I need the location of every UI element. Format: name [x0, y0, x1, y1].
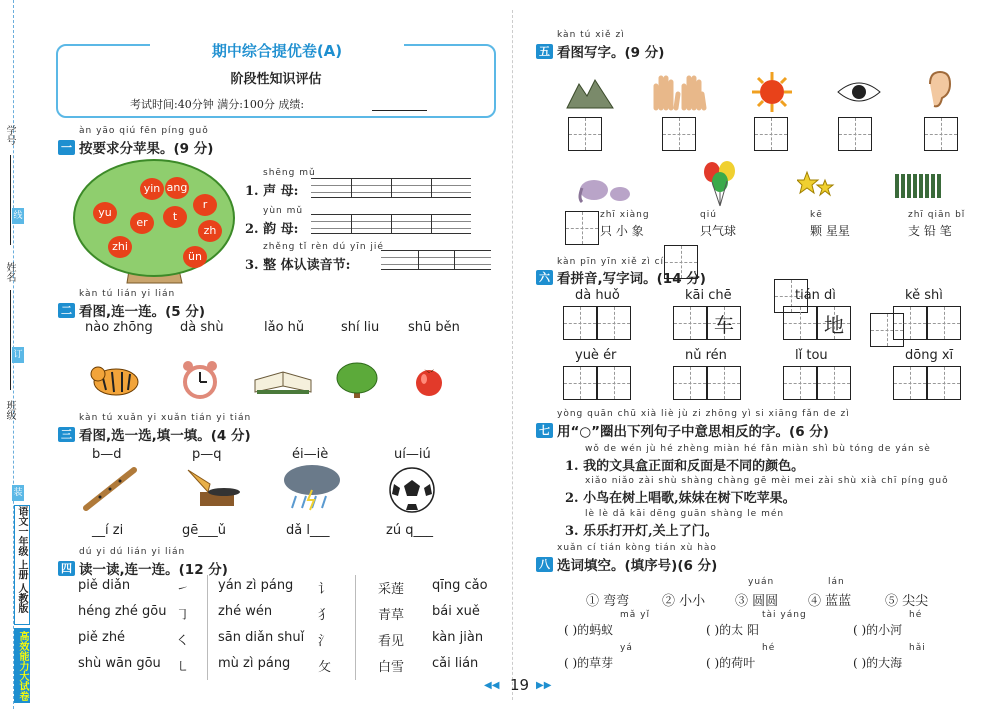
- sidebar-ding: 订: [12, 347, 24, 363]
- sidebar-banji: 班级: [4, 400, 15, 420]
- q6-word-cells[interactable]: [563, 366, 631, 400]
- q5-heading: [536, 41, 664, 61]
- q2-num: 二: [58, 303, 75, 318]
- q4-c3-item[interactable]: mù zì páng: [218, 656, 291, 671]
- q6-heading: [536, 267, 706, 287]
- q6-word-pinyin: lǐ tou: [795, 348, 828, 363]
- q6-word-pinyin: dà huǒ: [575, 288, 620, 303]
- q2-word-2[interactable]: dà shù: [180, 320, 224, 335]
- exam-info: 考试时间:40分钟 满分:100分 成绩:: [130, 98, 305, 111]
- q6-cell[interactable]: [783, 366, 817, 400]
- q6-word-cells[interactable]: [783, 366, 851, 400]
- q6-word-cells[interactable]: [673, 366, 741, 400]
- q6-word-cells[interactable]: [893, 366, 961, 400]
- q6-char: 车: [714, 312, 734, 337]
- q6-word-pinyin: yuè ér: [575, 348, 617, 363]
- page-title: 期中综合提优卷(A): [150, 40, 404, 61]
- q8-opt-py-2: lán: [828, 577, 845, 587]
- apple-label: yin: [143, 182, 161, 195]
- sidebar-zhuang: 装: [12, 485, 24, 501]
- sidebar-xingming: 姓名: [4, 262, 15, 282]
- q6-cell[interactable]: [893, 366, 927, 400]
- q4-num: 四: [58, 561, 75, 576]
- q6-char: [894, 307, 926, 339]
- q5-phrase: 支 铅 笔: [908, 224, 952, 238]
- q5-phrase-cell[interactable]: [565, 211, 599, 245]
- q6-cell[interactable]: [673, 306, 707, 340]
- flute-icon: [80, 466, 140, 512]
- q4-c4-item[interactable]: ⺡: [318, 634, 332, 649]
- sidebar-book: 语文一年级 上册 人教版: [14, 505, 30, 625]
- q4-title: 读一读,连一连。(12 分): [79, 562, 228, 578]
- q6-char: [818, 367, 850, 399]
- pomegranate-icon[interactable]: [412, 364, 446, 398]
- q8-blank-pinyin: yá: [620, 643, 633, 653]
- apple-label: t: [172, 210, 178, 223]
- q6-word-pinyin: kě shì: [905, 288, 943, 303]
- q3-fill-2[interactable]: gē___ǔ: [182, 523, 226, 538]
- book-icon[interactable]: [253, 364, 313, 396]
- q8-heading: [536, 554, 717, 574]
- q6-cell[interactable]: [783, 306, 817, 340]
- q2-heading: [58, 300, 205, 320]
- q5-phrase-pinyin: zhī qiān bǐ: [908, 210, 966, 220]
- q4-c2-item[interactable]: ㇆: [176, 608, 190, 623]
- apple[interactable]: [163, 206, 187, 228]
- q4-c6-item[interactable]: kàn jiàn: [432, 630, 484, 645]
- q8-blank[interactable]: ( )的荷叶: [706, 656, 756, 670]
- q8-option-3: ③ 圆圆: [735, 594, 779, 609]
- q6-word-cells[interactable]: [893, 306, 961, 340]
- q4-c2-item[interactable]: ㇀: [176, 582, 190, 597]
- q6-char: [598, 307, 630, 339]
- q4-c4-item[interactable]: 讠: [318, 582, 332, 597]
- q7-s2-pinyin: xiǎo niǎo zài shù shàng chàng gē mèi mei zài shù xià chī píng guǒ: [585, 476, 949, 486]
- apple[interactable]: [165, 177, 189, 199]
- q5-num: 五: [536, 44, 553, 59]
- q8-blank[interactable]: ( )的太 阳: [706, 623, 759, 637]
- q8-pinyin: xuǎn cí tián kòng tián xù hào: [557, 543, 717, 553]
- q7-s3-pinyin: lè lè dǎ kāi dēng guān shàng le mén: [585, 509, 785, 519]
- q7-sentence-3[interactable]: 3. 乐乐打开灯,关上了门。: [565, 524, 718, 539]
- q4-c1-item[interactable]: piě diǎn: [78, 578, 131, 593]
- apple-label: ang: [166, 181, 188, 194]
- storm-icon: [282, 462, 342, 512]
- mountain-icon: [565, 76, 615, 110]
- q6-cell[interactable]: [817, 366, 851, 400]
- q3-fill-4[interactable]: zú q___: [386, 523, 433, 538]
- ear-icon: [926, 70, 952, 110]
- q2-word-5[interactable]: shū běn: [408, 320, 460, 335]
- q6-cell[interactable]: [563, 306, 597, 340]
- q8-num: 八: [536, 557, 553, 572]
- q3-pair-3: éi—iè: [292, 447, 329, 462]
- q5-phrase: 只 小 象: [600, 224, 644, 238]
- apple-label: ün: [188, 250, 202, 263]
- q1-row3-label: 3. 整 体认读音节:: [245, 258, 351, 273]
- apple[interactable]: [140, 178, 164, 200]
- q5-write-cell[interactable]: [754, 117, 788, 151]
- next-page-icon[interactable]: ▶▶: [536, 680, 552, 691]
- q3-title: 看图,选一选,填一填。(4 分): [79, 428, 251, 444]
- eye-icon: [836, 78, 882, 106]
- q8-blank-pinyin: hé: [909, 610, 923, 620]
- q1-row1-pinyin: shēng mǔ: [263, 168, 316, 178]
- q6-char: [674, 307, 706, 339]
- q6-cell[interactable]: [707, 366, 741, 400]
- apple[interactable]: [108, 236, 132, 258]
- q1-pinyin: àn yāo qiú fēn píng guǒ: [79, 126, 209, 136]
- q1-row1-label: 1. 声 母:: [245, 184, 299, 199]
- q3-fill-1[interactable]: __í zi: [92, 523, 124, 538]
- q4-c6-item[interactable]: qīng cǎo: [432, 578, 488, 593]
- q1-num: 一: [58, 140, 75, 155]
- q4-c5-item[interactable]: 采莲: [378, 582, 405, 597]
- q6-cell[interactable]: [707, 306, 741, 340]
- q4-c1-item[interactable]: piě zhé: [78, 630, 126, 645]
- q2-word-1[interactable]: nào zhōng: [85, 320, 153, 335]
- q8-blank[interactable]: ( )的草芽: [564, 656, 614, 670]
- q4-heading: [58, 558, 228, 578]
- q5-write-cell[interactable]: [662, 117, 696, 151]
- apple[interactable]: [198, 220, 222, 242]
- q5-pinyin: kàn tú xiě zì: [557, 30, 625, 40]
- q8-blank-pinyin: hé: [762, 643, 776, 653]
- soccer-ball-icon: [388, 466, 436, 514]
- q4-c1-item[interactable]: shù wān gōu: [78, 656, 161, 671]
- q4-c4-item[interactable]: ⺙: [318, 660, 332, 675]
- q6-char: [598, 367, 630, 399]
- q6-title: 看拼音,写字词。(14 分): [557, 271, 706, 287]
- gramophone-icon: [180, 462, 246, 512]
- q6-pinyin: kàn pīn yīn xiě zì cí: [557, 257, 665, 267]
- stars-icon: [797, 170, 837, 200]
- q2-word-3[interactable]: lǎo hǔ: [264, 320, 305, 335]
- hands-icon: [652, 72, 708, 112]
- q7-s1-pinyin: wǒ de wén jù hé zhèng miàn hé fǎn miàn shì bù tóng de yán sè: [585, 444, 931, 454]
- sidebar-xuehao: 学号: [4, 125, 15, 145]
- tiger-icon[interactable]: [90, 360, 140, 400]
- q1-row3-pinyin: zhěng tǐ rèn dú yīn jié: [263, 242, 384, 252]
- q3-fill-3[interactable]: dǎ l___: [286, 523, 330, 538]
- q8-option-2: ② 小小: [662, 594, 706, 609]
- q6-char: [784, 307, 816, 339]
- score-blank[interactable]: [372, 110, 427, 111]
- pencils-icon: [893, 172, 943, 200]
- q8-opt-py-1: yuán: [748, 577, 775, 587]
- q6-word-pinyin: dōng xī: [905, 348, 954, 363]
- q5-phrase: 颗 星星: [810, 224, 850, 238]
- q6-cell[interactable]: [597, 306, 631, 340]
- q8-blank[interactable]: ( )的大海: [853, 656, 903, 670]
- q4-c6-item[interactable]: bái xuě: [432, 604, 480, 619]
- sun-icon: [752, 72, 792, 112]
- q5-phrase-pinyin: qiú: [700, 210, 717, 220]
- q3-pinyin: kàn tú xuǎn yi xuǎn tián yi tián: [79, 413, 252, 423]
- q8-blank[interactable]: ( )的小河: [853, 623, 903, 637]
- apple[interactable]: [130, 212, 154, 234]
- q6-cell[interactable]: [563, 366, 597, 400]
- q6-cell[interactable]: [927, 366, 961, 400]
- q6-char: 地: [824, 312, 844, 337]
- q1-row3-lines[interactable]: [381, 250, 491, 270]
- q2-pinyin: kàn tú lián yi lián: [79, 289, 176, 299]
- q1-title: 按要求分苹果。(9 分): [79, 141, 214, 157]
- q3-pair-1: b—d: [92, 447, 122, 462]
- q7-title: 用“○”圈出下列句子中意思相反的字。(6 分): [557, 424, 829, 440]
- apple-label: er: [136, 216, 148, 229]
- q4-c4-item[interactable]: ⺨: [318, 608, 332, 623]
- prev-page-icon[interactable]: ◀◀: [484, 680, 500, 691]
- q4-c1-item[interactable]: héng zhé gōu: [78, 604, 167, 619]
- sidebar-xian: 线: [12, 208, 24, 224]
- q8-option-4: ④ 蓝蓝: [808, 594, 852, 609]
- q6-word-pinyin: kāi chē: [685, 288, 732, 303]
- q5-write-cell[interactable]: [924, 117, 958, 151]
- q2-word-4[interactable]: shí liu: [341, 320, 380, 335]
- apple[interactable]: [183, 246, 207, 268]
- q4-c2-item[interactable]: ㇄: [176, 660, 190, 675]
- q3-pair-4: uí—iú: [394, 447, 431, 462]
- q8-blank-pinyin: tài yáng: [762, 610, 807, 620]
- q6-char: [928, 307, 960, 339]
- q6-word-cells[interactable]: [783, 306, 851, 340]
- apple-label: r: [202, 198, 208, 211]
- q7-sentence-1[interactable]: 1. 我的文具盒正面和反面是不同的颜色。: [565, 459, 805, 474]
- q1-heading: [58, 137, 213, 157]
- q6-cell[interactable]: [673, 366, 707, 400]
- q1-row2-pinyin: yùn mǔ: [263, 206, 304, 216]
- q8-blank-pinyin: mǎ yǐ: [620, 610, 650, 620]
- q6-cell[interactable]: [893, 306, 927, 340]
- q1-row2-label: 2. 韵 母:: [245, 222, 299, 237]
- q3-pair-2: p—q: [192, 447, 222, 462]
- page-subtitle: 阶段性知识评估: [230, 72, 322, 87]
- q8-option-1: ① 弯弯: [586, 594, 630, 609]
- q1-row2-lines[interactable]: [311, 214, 471, 234]
- q4-c3-item[interactable]: sān diǎn shuǐ: [218, 630, 305, 645]
- q3-num: 三: [58, 427, 75, 442]
- q6-word-cells[interactable]: [673, 306, 741, 340]
- q4-c3-item[interactable]: yán zì páng: [218, 578, 294, 593]
- q6-word-pinyin: nǔ rén: [685, 348, 727, 363]
- alarm-clock-icon[interactable]: [180, 358, 220, 400]
- q5-phrase-pinyin: kē: [810, 210, 823, 220]
- sidebar-brand: 高效能力大试卷: [14, 628, 30, 703]
- q4-c3-item[interactable]: zhé wén: [218, 604, 273, 619]
- q7-sentence-2[interactable]: 2. 小鸟在树上唱歌,妹妹在树下吃苹果。: [565, 491, 796, 506]
- q6-word-cells[interactable]: [563, 306, 631, 340]
- q6-num: 六: [536, 270, 553, 285]
- q6-char: [894, 367, 926, 399]
- q1-row1-lines[interactable]: [311, 178, 471, 198]
- q3-heading: [58, 424, 251, 444]
- apple-label: yu: [98, 206, 112, 219]
- q4-pinyin: dú yi dú lián yi lián: [79, 547, 186, 557]
- page-number: 19: [510, 676, 530, 694]
- apple-label: zh: [203, 224, 217, 237]
- q7-pinyin: yòng quān chū xià liè jù zi zhōng yì si xiāng fǎn de zì: [557, 409, 850, 419]
- q4-c5-item[interactable]: 白雪: [378, 660, 405, 675]
- apple[interactable]: [193, 194, 217, 216]
- q5-write-cell[interactable]: [568, 117, 602, 151]
- q4-c2-item[interactable]: ㇛: [176, 634, 190, 649]
- apple-label: zhi: [112, 240, 128, 253]
- q4-c6-item[interactable]: cǎi lián: [432, 656, 479, 671]
- q6-char: [564, 367, 596, 399]
- q6-cell[interactable]: [927, 306, 961, 340]
- sidebar: [0, 0, 40, 709]
- balloons-icon: [700, 160, 740, 208]
- q6-char: [708, 367, 740, 399]
- tree-icon[interactable]: [335, 360, 379, 400]
- q5-phrase: 只气球: [700, 224, 737, 238]
- q4-c5-item[interactable]: 看见: [378, 634, 405, 649]
- q7-heading: [536, 420, 829, 440]
- q6-char: [784, 367, 816, 399]
- q6-cell[interactable]: [597, 366, 631, 400]
- q5-write-cell[interactable]: [838, 117, 872, 151]
- q4-c5-item[interactable]: 青草: [378, 608, 405, 623]
- q6-char: [564, 307, 596, 339]
- q8-title: 选词填空。(填序号)(6 分): [557, 558, 718, 574]
- fold-line: [512, 10, 513, 700]
- q5-phrase-pinyin: zhī xiàng: [600, 210, 650, 220]
- q2-title: 看图,连一连。(5 分): [79, 304, 206, 320]
- q6-cell[interactable]: [817, 306, 851, 340]
- q8-blank[interactable]: ( )的蚂蚁: [564, 623, 614, 637]
- q8-blank-pinyin: hǎi: [909, 643, 926, 653]
- q8-option-5: ⑤ 尖尖: [885, 594, 929, 609]
- q7-num: 七: [536, 423, 553, 438]
- q6-char: [674, 367, 706, 399]
- elephants-icon: [576, 172, 638, 206]
- q6-char: [928, 367, 960, 399]
- apple[interactable]: [93, 202, 117, 224]
- q6-word-pinyin: tián dì: [795, 288, 836, 303]
- q5-title: 看图写字。(9 分): [557, 45, 665, 61]
